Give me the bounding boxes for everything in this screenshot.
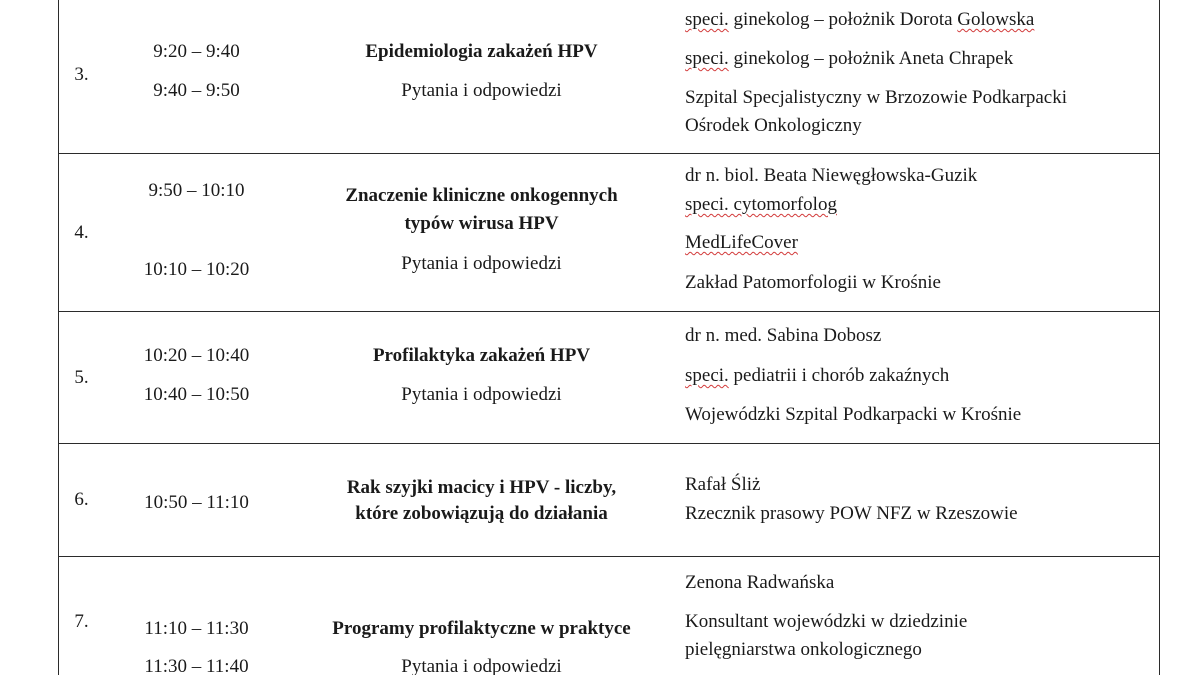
topic-cell (289, 0, 674, 153)
time-slot: 11:10 – 11:30 (144, 618, 249, 639)
table-row (59, 443, 1159, 556)
speaker-cell (685, 557, 1155, 675)
topic-title: Epidemiologia zakażeń HPV (365, 41, 598, 62)
row-number (59, 444, 104, 556)
table-row (59, 153, 1159, 311)
row-number (59, 154, 104, 311)
topic-title: typów wirusa HPV (404, 213, 559, 234)
time-slot: 10:20 – 10:40 (143, 345, 250, 366)
topic-title: Znaczenie kliniczne onkogennych (345, 185, 618, 206)
time-slot: 9:40 – 9:50 (153, 80, 240, 101)
row-number-label: 3. (74, 64, 89, 85)
qa-label: Pytania i odpowiedzi (401, 656, 562, 675)
speaker-line: dr n. med. Sabina Dobosz (685, 325, 882, 346)
speaker-line: Szpital Specjalistyczny w Brzozowie Podkarpacki (685, 87, 1068, 108)
speaker-line: Zakład Patomorfologii w Krośnie (685, 272, 941, 293)
speaker-line: speci. pediatrii i chorób zakaźnych (685, 365, 950, 386)
speaker-line: Rafał Śliż (685, 474, 761, 495)
row-number (59, 0, 104, 153)
time-cell (104, 0, 289, 153)
time-slot: 11:30 – 11:40 (144, 656, 249, 675)
topic-cell (289, 154, 674, 311)
speaker-line: MedLifeCover (685, 232, 798, 253)
topic-cell (289, 557, 674, 675)
table-row (59, 556, 1159, 675)
speaker-line: Rzecznik prasowy POW NFZ w Rzeszowie (685, 503, 1018, 524)
qa-label: Pytania i odpowiedzi (401, 384, 562, 405)
topic-title: które zobowiązują do działania (355, 503, 608, 524)
time-cell (104, 444, 289, 556)
speaker-line: Ośrodek Onkologiczny (685, 115, 862, 136)
topic-cell (289, 444, 674, 556)
topic-title: Programy profilaktyczne w praktyce (332, 618, 631, 639)
row-number (59, 557, 104, 675)
row-number-label: 5. (74, 366, 89, 388)
speaker-cell (685, 154, 1155, 311)
table-row (59, 311, 1159, 443)
speaker-cell (685, 312, 1155, 443)
topic-cell (289, 312, 674, 443)
speaker-cell (685, 444, 1155, 556)
row-number (59, 312, 104, 443)
speaker-line: speci. ginekolog – położnik Aneta Chrapek (685, 48, 1014, 69)
qa-label: Pytania i odpowiedzi (401, 80, 562, 101)
speaker-line: Wojewódzki Szpital Podkarpacki w Krośnie (685, 404, 1022, 425)
row-number-label: 6. (74, 489, 89, 510)
row-number-label: 4. (74, 221, 89, 243)
table-row (59, 0, 1159, 153)
speaker-line: Zenona Radwańska (685, 572, 835, 593)
time-cell (104, 557, 289, 675)
time-slot: 10:10 – 10:20 (143, 259, 250, 280)
speaker-cell (685, 0, 1155, 153)
speaker-line: dr n. biol. Beata Niewęgłowska-Guzik (685, 165, 978, 186)
topic-title: Profilaktyka zakażeń HPV (372, 345, 591, 366)
speaker-line: Konsultant wojewódzki w dziedzinie (685, 611, 968, 632)
time-cell (104, 154, 289, 311)
speaker-line: pielęgniarstwa onkologicznego (685, 639, 922, 660)
agenda-table (58, 0, 1160, 675)
time-slot: 10:40 – 10:50 (143, 384, 250, 405)
speaker-line: speci. cytomorfolog (685, 194, 837, 215)
topic-title: Rak szyjki macicy i HPV - liczby, (346, 477, 617, 498)
qa-label: Pytania i odpowiedzi (401, 253, 562, 274)
time-slot: 10:50 – 11:10 (144, 492, 249, 513)
row-number-label: 7. (74, 610, 89, 632)
speaker-line: speci. ginekolog – położnik Dorota Golowska (685, 9, 1035, 30)
time-slot: 9:50 – 10:10 (148, 180, 245, 201)
time-cell (104, 312, 289, 443)
time-slot: 9:20 – 9:40 (153, 41, 240, 62)
